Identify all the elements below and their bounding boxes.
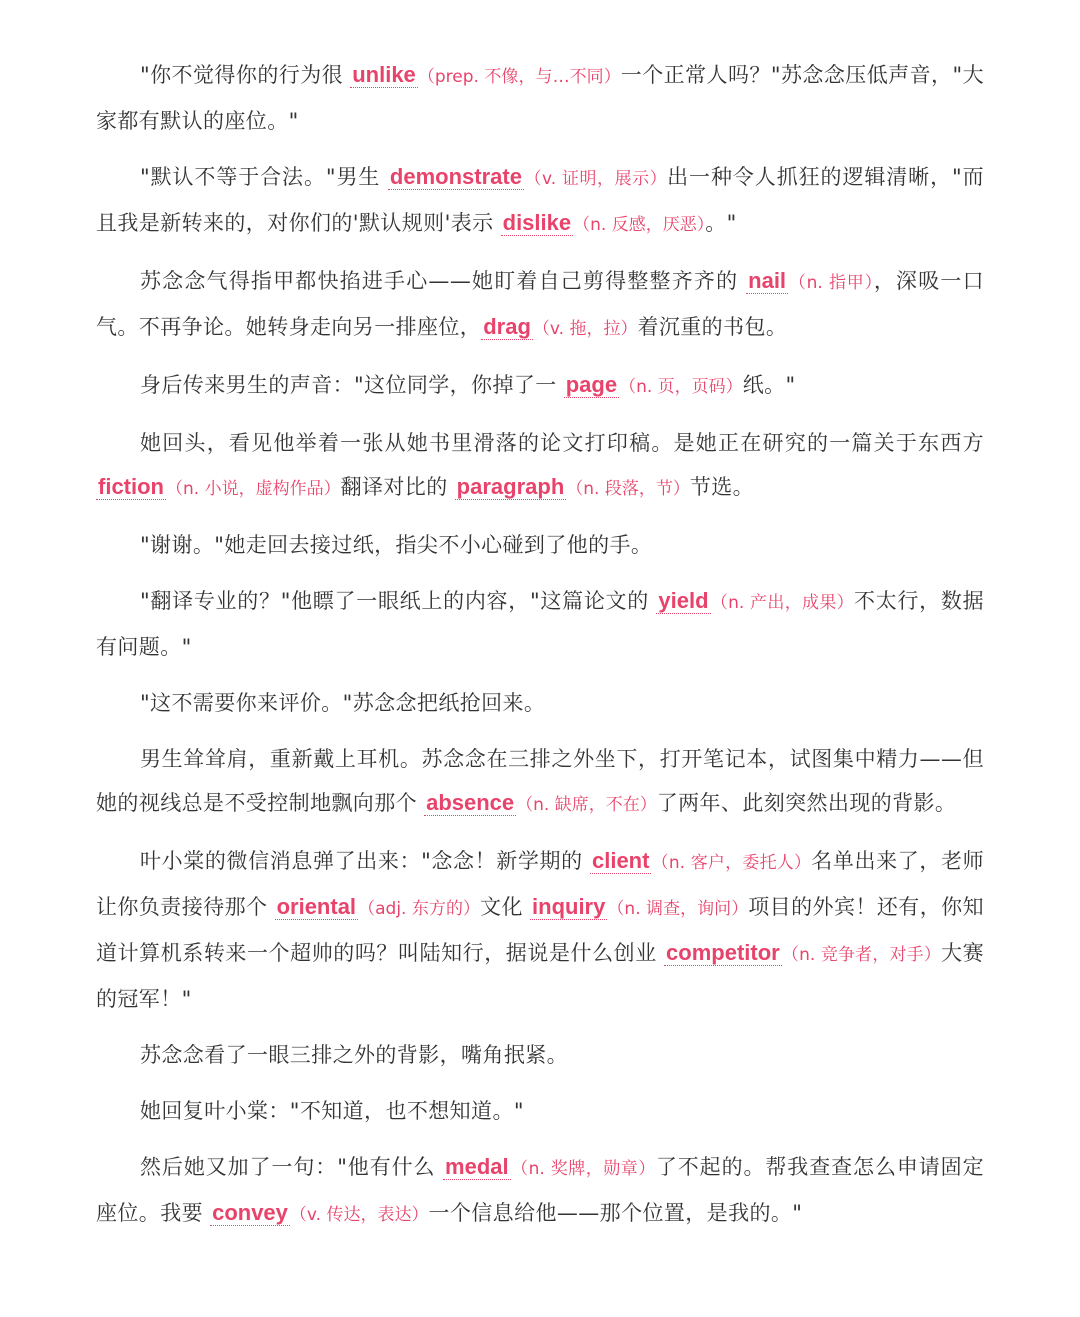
story-paragraph: [96, 421, 984, 511]
paragraph-text: 节选。: [689, 475, 755, 499]
paragraph-text: "默认不等于合法。"男生: [140, 165, 388, 189]
paragraph-text: 名单出来了，老师让你负责接待那个: [96, 849, 984, 919]
vocab-word: demonstrate: [389, 164, 522, 189]
paragraph-text: 她回头，看见他举着一张从她书里滑落的论文打印稿。是她正在研究的一篇关于东西方: [140, 431, 984, 455]
paragraph-text: 然后她又加了一句："他有什么: [140, 1155, 444, 1179]
vocab-gloss: （n. 段落，节）: [566, 479, 690, 499]
vocab-word: absence: [426, 790, 515, 815]
vocab-gloss: （n. 客户，委托人）: [651, 853, 812, 873]
vocab-word: fiction: [98, 474, 164, 499]
vocab-word: convey: [212, 1200, 288, 1225]
story-paragraph: [96, 155, 984, 247]
paragraph-text: "这不需要你来评价。"苏念念把纸抢回来。: [140, 691, 546, 715]
story-paragraph: [96, 839, 984, 1021]
vocab-word: page: [565, 372, 618, 397]
vocab-gloss: （v. 证明，展示）: [523, 169, 668, 189]
paragraph-text: ，深吸一口气。不再争论。她转身走向另一排座位，: [96, 269, 985, 339]
story-paragraph: [96, 53, 984, 143]
paragraph-text: 苏念念看了一眼三排之外的背影，嘴角抿紧。: [140, 1043, 568, 1067]
vocab-gloss: （n. 反感，厌恶）: [573, 215, 706, 235]
vocab-gloss: （n. 奖牌，勋章）: [510, 1159, 656, 1179]
story-paragraph: [96, 523, 984, 567]
paragraph-text: 不太行，数据有问题。": [96, 589, 984, 659]
paragraph-text: 翻译对比的: [340, 475, 455, 499]
story-paragraph: [96, 1145, 984, 1237]
story-paragraph: [96, 1033, 984, 1077]
story-paragraph: [96, 579, 984, 669]
paragraph-text: 。": [705, 211, 737, 235]
vocab-gloss: （n. 小说，虚构作品）: [166, 479, 341, 499]
paragraph-text: 叶小棠的微信消息弹了出来："念念！新学期的: [140, 849, 590, 873]
vocab-word: drag: [483, 314, 531, 339]
paragraph-text: "你不觉得你的行为很: [140, 63, 351, 87]
paragraph-text: 苏念念气得指甲都快掐进手心——她盯着自己剪得整整齐齐的: [140, 269, 747, 293]
vocab-gloss: （v. 传达，表达）: [289, 1205, 429, 1225]
paragraph-text: 出一种令人抓狂的逻辑清晰，"而且我是新转来的，对你们的'默认规则'表示: [96, 165, 984, 235]
vocab-word: competitor: [666, 940, 780, 965]
story-paragraph: [96, 1089, 984, 1133]
vocab-gloss: （adj. 东方的）: [358, 899, 481, 919]
vocab-gloss: （prep. 不像，与…不同）: [417, 67, 621, 87]
paragraph-text: 男生耸耸肩，重新戴上耳机。苏念念在三排之外坐下，打开笔记本，试图集中精力——但她的视线总是不受控制地飘向那个: [96, 747, 984, 815]
vocab-word: oriental: [276, 894, 357, 919]
vocab-word: yield: [658, 588, 709, 613]
vocab-gloss: （n. 页，页码）: [619, 377, 743, 397]
paragraph-text: "谢谢。"她走回去接过纸，指尖不小心碰到了他的手。: [140, 533, 653, 557]
paragraph-text: 着沉重的书包。: [637, 315, 788, 339]
paragraph-text: 项目的外宾！还有，你知道计算机系转来一个超帅的吗？叫陆知行，据说是什么创业: [96, 895, 984, 965]
vocab-gloss: （v. 拖，拉）: [532, 319, 638, 339]
story-paragraph: [96, 737, 984, 827]
vocab-word: dislike: [502, 210, 572, 235]
vocab-word: unlike: [352, 62, 416, 87]
vocab-gloss: （n. 调查，询问）: [607, 899, 749, 919]
vocab-word: inquiry: [532, 894, 606, 919]
paragraph-text: 一个正常人吗？"苏念念压低声音，"大家都有默认的座位。": [96, 63, 985, 133]
vocab-gloss: （n. 指甲）: [788, 273, 874, 293]
paragraph-text: 大赛的冠军！": [96, 941, 984, 1011]
vocab-word: paragraph: [456, 474, 565, 499]
vocab-gloss: （n. 产出，成果）: [710, 593, 854, 613]
paragraph-text: 身后传来男生的声音："这位同学，你掉了一: [140, 373, 564, 397]
vocab-word: nail: [748, 268, 787, 293]
vocab-word: medal: [445, 1154, 509, 1179]
paragraph-text: "翻译专业的？"他瞟了一眼纸上的内容，"这篇论文的: [140, 589, 657, 613]
paragraph-text: 一个信息给他——那个位置，是我的。": [428, 1201, 803, 1225]
story-paragraph: [96, 363, 984, 409]
paragraph-text: 纸。": [742, 373, 796, 397]
paragraph-text: 文化: [480, 895, 531, 919]
paragraph-text: 了两年、此刻突然出现的背影。: [656, 791, 957, 815]
vocab-gloss: （n. 缺席，不在）: [516, 795, 657, 815]
paragraph-text: 她回复叶小棠："不知道，也不想知道。": [140, 1099, 524, 1123]
vocab-word: client: [591, 848, 650, 873]
vocab-gloss: （n. 竞争者，对手）: [781, 945, 942, 965]
story-paragraph: [96, 681, 984, 725]
paragraph-text: 了不起的。帮我查查怎么申请固定座位。我要: [96, 1155, 984, 1225]
story-paragraph: [96, 259, 984, 351]
